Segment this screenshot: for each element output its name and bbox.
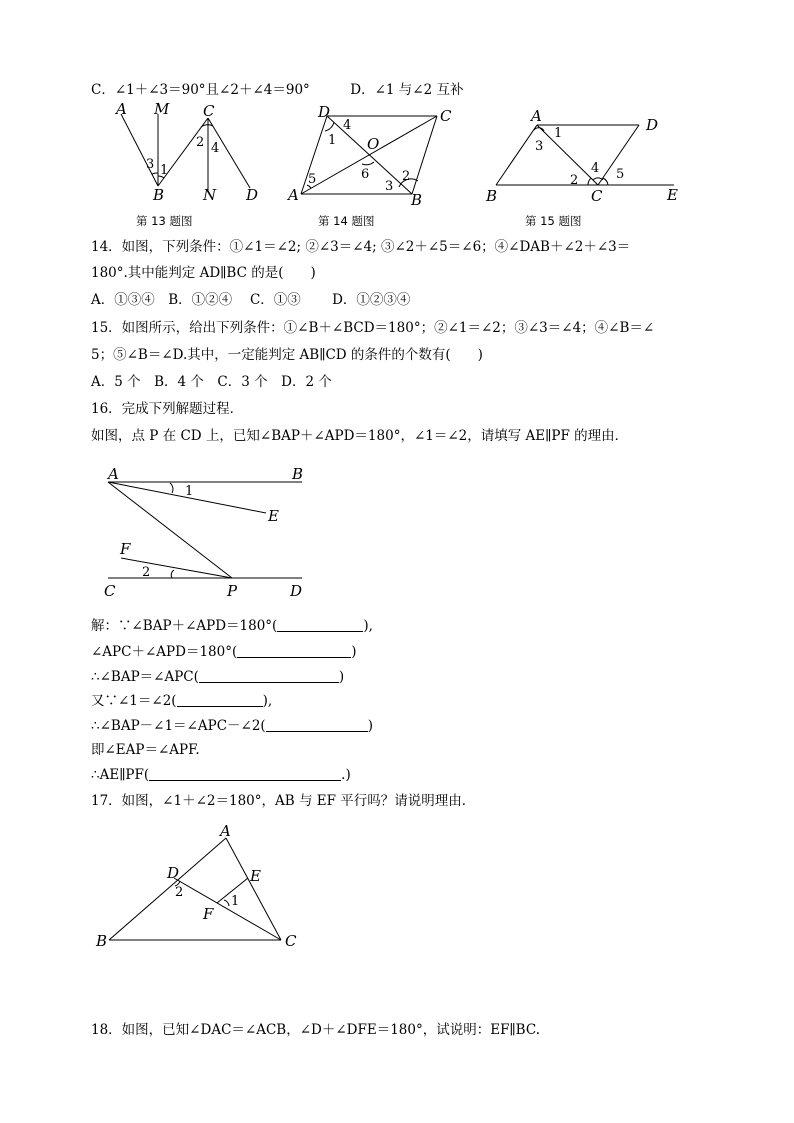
fig16-point-c: C [104,582,116,600]
answer-blank[interactable] [266,718,368,732]
answer-blank[interactable] [237,644,351,658]
q16-solution-line-1: 解：∵∠BAP＋∠APD＝180°( ), [91,618,373,634]
q16-solution-line-4: 又∵∠1＝∠2( ), [91,693,273,709]
fig17-point-c: C [285,932,297,950]
fig17-angle-2: 2 [175,885,184,900]
fig14-angle-4: 4 [343,118,352,133]
fig13-point-m: M [154,100,170,118]
figure-17 [92,818,312,958]
fig16-point-a: A [108,465,119,483]
answer-blank[interactable] [199,669,339,683]
q15-line2: 5；⑤∠B＝∠D.其中，一定能判定 AB∥CD 的条件的个数有( ) [91,347,483,363]
fig15-point-a: A [531,107,542,125]
q16-solution-line-7: ∴AE∥PF( .) [91,767,351,783]
q16-title: 16．完成下列解题过程． [91,401,244,417]
q16-stem: 如图，点 P 在 CD 上，已知∠BAP＋∠APD＝180°，∠1＝∠2，请填写 AE∥PF 的理由． [91,428,629,444]
fig15-angle-5: 5 [616,167,625,182]
fig14-angle-3: 3 [385,179,394,194]
fig16-point-b: B [292,465,304,483]
q13-options-line: C．∠1＋∠3＝90°且∠2＋∠4＝90° D．∠1 与∠2 互补 [91,82,464,98]
fig14-point-b: B [411,191,423,208]
fig15-caption: 第 15 题图 [525,214,582,228]
fig17-point-d: D [167,864,180,882]
fig14-angle-6: 6 [361,167,370,182]
fig15-angle-4: 4 [591,161,600,176]
answer-blank[interactable] [277,618,363,632]
fig15-point-d: D [646,116,659,134]
fig13-angle-4: 4 [211,141,220,156]
fig17-point-e: E [250,867,261,885]
fig16-angle-1: 1 [185,484,194,499]
fig14-point-c: C [440,107,452,125]
fig15-point-c: C [591,187,603,205]
fig13-point-c: C [203,102,215,120]
q15-line1: 15．如图所示，给出下列条件：①∠B＋∠BCD＝180°；②∠1＝∠2；③∠3＝∠4；④∠B＝∠ [91,320,655,336]
fig17-point-a: A [220,822,231,840]
fig13-point-d: D [246,186,259,204]
fig15-angle-2: 2 [570,173,579,188]
figure-14 [284,100,460,208]
fig15-angle-3: 3 [535,139,544,154]
fig13-angle-3: 3 [146,157,155,172]
q14-options: A．①③④ B．①②④ C．①③ D．①②③④ [91,292,411,308]
fig15-angle-1: 1 [554,126,563,141]
fig14-point-d: D [318,103,331,121]
fig14-caption: 第 14 题图 [318,214,375,228]
fig14-angle-5: 5 [308,172,317,187]
fig13-caption: 第 13 题图 [136,214,193,228]
fig16-point-e: E [268,507,279,525]
fig13-point-n: N [203,186,217,204]
fig16-point-d: D [290,582,303,600]
fig15-point-e: E [667,186,678,204]
fig13-point-a: A [116,100,127,118]
fig16-point-p: P [227,582,238,600]
answer-blank[interactable] [177,693,263,707]
q14-line1: 14．如图，下列条件：①∠1＝∠2; ②∠3＝∠4; ③∠2＋∠5＝∠6；④∠DAB＋∠2＋∠3＝ [91,239,631,255]
fig14-angle-1: 1 [328,133,337,148]
q17-text: 17．如图，∠1＋∠2＝180°，AB 与 EF 平行吗？请说明理由． [91,793,476,809]
q16-solution-line-5: ∴∠BAP－∠1＝∠APC－∠2( ) [91,718,373,734]
fig14-point-o: O [367,135,380,153]
fig16-point-f: F [120,540,131,558]
figure-13 [112,100,272,205]
fig16-angle-2: 2 [142,565,151,580]
fig13-angle-2: 2 [196,135,205,150]
fig17-angle-1: 1 [231,894,240,909]
q18-text: 18．如图，已知∠DAC＝∠ACB，∠D＋∠DFE＝180°，试说明：EF∥BC. [91,1022,540,1038]
fig13-angle-1: 1 [160,163,169,178]
fig15-point-b: B [486,187,498,205]
q16-solution-line-2: ∠APC＋∠APD＝180°( ) [91,644,357,660]
fig17-point-b: B [96,932,108,950]
q15-options: A．5 个 B．4 个 C．3 个 D．2 个 [91,374,332,390]
q16-solution-line-3: ∴∠BAP＝∠APC( ) [91,669,345,685]
fig13-point-b: B [153,186,165,204]
figure-15 [482,100,682,208]
fig14-angle-2: 2 [402,169,411,184]
q14-line2: 180°.其中能判定 AD∥BC 的是( ) [91,265,316,281]
fig17-point-f: F [203,905,214,923]
figure-16 [96,460,316,602]
fig14-point-a: A [288,186,299,204]
q16-solution-line-6: 即∠EAP＝∠APF. [91,742,200,758]
answer-blank[interactable] [149,767,341,781]
